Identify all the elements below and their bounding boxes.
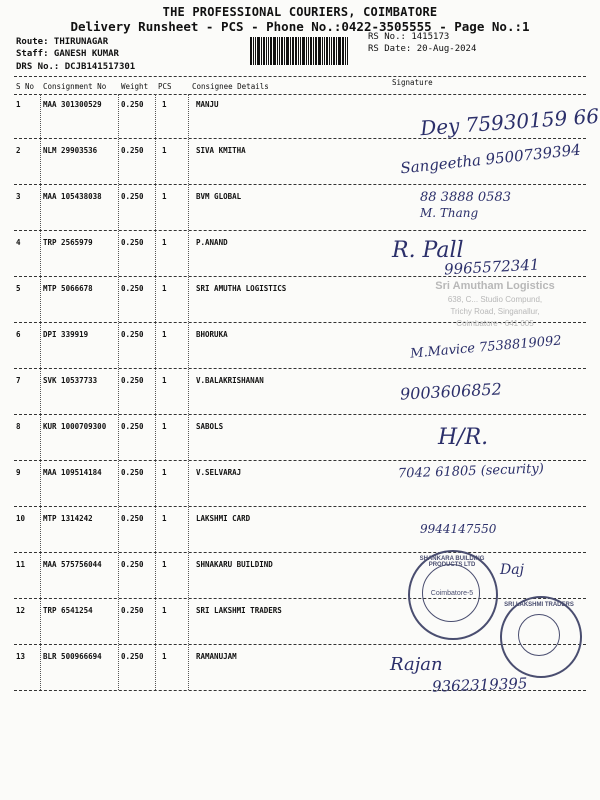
lakshmi-traders-stamp-text: SRI LAKSHMI TRADERS [504,602,574,608]
barcode-bar [266,37,267,65]
barcode-bar [281,37,283,65]
signature-row-9: 7042 61805 (security) [397,461,545,482]
cell-sno: 1 [16,100,21,109]
cell-pcs: 1 [162,376,167,385]
cell-sno: 7 [16,376,21,385]
cell-consignment: MAA 575756044 [43,560,102,569]
barcode-bar [279,37,280,65]
barcode-bar [329,37,330,65]
cell-weight: 0.250 [121,652,144,661]
row-divider [14,368,586,369]
cell-consignee: SIVA KMITHA [196,146,246,155]
signature-row-6: M.Mavice 7538819092 [409,333,563,362]
cell-sno: 10 [16,514,26,523]
cell-weight: 0.250 [121,192,144,201]
runsheet-title: Delivery Runsheet - PCS - Phone No.:0422-3505555 - Page No.:1 [70,19,530,34]
row-divider [14,552,586,553]
cell-pcs: 1 [162,514,167,523]
cell-consignee: V.SELVARAJ [196,468,242,477]
barcode-bar [295,37,297,65]
cell-consignment: DPI 339919 [43,330,89,339]
cell-consignment: MAA 105438038 [43,192,102,201]
barcode-bar [292,37,294,65]
barcode-bar [298,37,299,65]
barcode-bar [250,37,252,65]
row-divider [14,138,586,139]
barcode-bar [310,37,312,65]
barcode-bar [322,37,323,65]
cell-consignee: MANJU [196,100,219,109]
cell-consignee: SABOLS [196,422,224,431]
barcode-bar [336,37,337,65]
col-consignment-header: Consignment No [43,82,107,91]
cell-sno: 3 [16,192,21,201]
cell-pcs: 1 [162,560,167,569]
cell-pcs: 1 [162,652,167,661]
cell-consignment: MAA 301300529 [43,100,102,109]
barcode-bar [324,37,325,65]
drs-number: DRS No.: DCJB141517301 [16,62,136,72]
cell-consignee: SHNAKARU BUILDIND [196,560,273,569]
signature-row-4: R. Pall [392,238,464,263]
cell-consignee: SRI LAKSHMI TRADERS [196,606,282,615]
cell-weight: 0.250 [121,560,144,569]
rs-number: RS No.: 1415173 [368,32,450,42]
amutha-stamp-line: Trichy Road, Singanallur, [450,307,540,316]
cell-pcs: 1 [162,284,167,293]
cell-consignee: SRI AMUTHA LOGISTICS [196,284,287,293]
cell-sno: 12 [16,606,26,615]
cell-consignment: MTP 1314242 [43,514,93,523]
cell-consignment: TRP 2565979 [43,238,93,247]
barcode-bar [257,37,260,65]
route-label: Route: THIRUNAGAR [16,37,109,47]
cell-weight: 0.250 [121,376,144,385]
shankara-stamp-outer-text: SHANKARA BUILDING PRODUCTS LTD [419,556,485,568]
cell-pcs: 1 [162,422,167,431]
cell-consignment: BLR 500966694 [43,652,102,661]
col-sno-header: S No [16,82,35,91]
barcode-bar [302,37,305,65]
cell-sno: 9 [16,468,21,477]
signature-row-10: 9944147550 [420,522,497,536]
col-pcs-header: PCS [158,82,172,91]
barcode-bar [308,37,309,65]
cell-sno: 8 [16,422,21,431]
signature-row-13b: 9362319395 [431,674,528,696]
barcode-bar [347,37,348,65]
cell-weight: 0.250 [121,422,144,431]
signature-row-4b: 9965572341 [443,255,540,279]
col-weight-header: Weight [121,82,149,91]
signature-row-1: Dey 75930159 66 [419,103,600,141]
barcode-bar [313,37,314,65]
barcode-bar [290,37,291,65]
cell-pcs: 1 [162,238,167,247]
cell-sno: 11 [16,560,26,569]
cell-weight: 0.250 [121,330,144,339]
cell-consignee: BVM GLOBAL [196,192,242,201]
cell-weight: 0.250 [121,238,144,247]
barcode-bar [300,37,301,65]
col-consignee-header: Consignee Details [192,82,269,91]
cell-consignee: V.BALAKRISHANAN [196,376,264,385]
signature-row-3: 88 3888 0583 [420,190,511,205]
cell-consignment: SVK 10537733 [43,376,98,385]
barcode-bar [315,37,317,65]
cell-consignee: LAKSHMI CARD [196,514,251,523]
row-divider [14,460,586,461]
barcode-bar [306,37,307,65]
cell-consignment: MAA 109514184 [43,468,102,477]
amutha-stamp-name: Sri Amutham Logistics [435,280,555,292]
cell-sno: 13 [16,652,26,661]
cell-weight: 0.250 [121,606,144,615]
lakshmi-traders-stamp [500,596,582,678]
row-divider [14,276,586,277]
cell-pcs: 1 [162,606,167,615]
signature-row-13: Rajan [390,654,443,675]
barcode-bar [318,37,321,65]
row-divider [14,506,586,507]
barcode-bar [284,37,285,65]
shankara-stamp [408,550,498,640]
amutha-stamp-line: 638, C... Studio Compund, [447,295,543,304]
staff-label: Staff: GANESH KUMAR [16,49,119,59]
col-signature-header: Signature [392,78,433,87]
cell-sno: 2 [16,146,21,155]
barcode-bar [255,37,256,65]
cell-weight: 0.250 [121,468,144,477]
barcode-bar [253,37,254,65]
barcode-bar [286,37,289,65]
barcode-bar [326,37,328,65]
barcode-bar [277,37,278,65]
barcode-bar [270,37,272,65]
cell-weight: 0.250 [121,146,144,155]
row-divider [14,184,586,185]
barcode-bar [263,37,265,65]
cell-pcs: 1 [162,330,167,339]
cell-weight: 0.250 [121,284,144,293]
shankara-stamp-inner-text: Coimbatore-5 [430,590,474,597]
barcode-bar [268,37,269,65]
cell-pcs: 1 [162,192,167,201]
signature-row-8: H/R. [438,425,489,450]
rs-date: RS Date: 20-Aug-2024 [368,44,477,54]
cell-consignment: KUR 1000709300 [43,422,107,431]
cell-weight: 0.250 [121,100,144,109]
signature-row-7: 9003606852 [399,379,503,404]
barcode-bar [338,37,341,65]
cell-sno: 5 [16,284,21,293]
signature-row-3b: M. Thang [420,206,479,220]
cell-consignee: RAMANUJAM [196,652,237,661]
amutha-stamp-line: Coimbatore - 641 005 [456,319,534,328]
barcode-bar [333,37,335,65]
cell-pcs: 1 [162,146,167,155]
barcode-bar [345,37,346,65]
row-divider [14,230,586,231]
cell-sno: 4 [16,238,21,247]
signature-row-11: Daj [500,562,524,578]
barcode-bar [342,37,344,65]
cell-sno: 6 [16,330,21,339]
barcode-bar [261,37,262,65]
cell-consignee: P.ANAND [196,238,228,247]
header-divider-top [14,76,586,77]
cell-consignee: BHORUKA [196,330,228,339]
cell-pcs: 1 [162,468,167,477]
barcode-bar [331,37,332,65]
signature-row-2: Sangeetha 9500739394 [399,140,582,178]
company-name: THE PROFESSIONAL COURIERS, COIMBATORE [162,5,438,19]
cell-pcs: 1 [162,100,167,109]
cell-consignment: TRP 6541254 [43,606,93,615]
barcode-bar [273,37,276,65]
cell-consignment: NLM 29903536 [43,146,98,155]
barcode [250,37,360,65]
row-divider [14,414,586,415]
header-divider-bottom [14,94,586,95]
cell-consignment: MTP 5066678 [43,284,93,293]
cell-weight: 0.250 [121,514,144,523]
